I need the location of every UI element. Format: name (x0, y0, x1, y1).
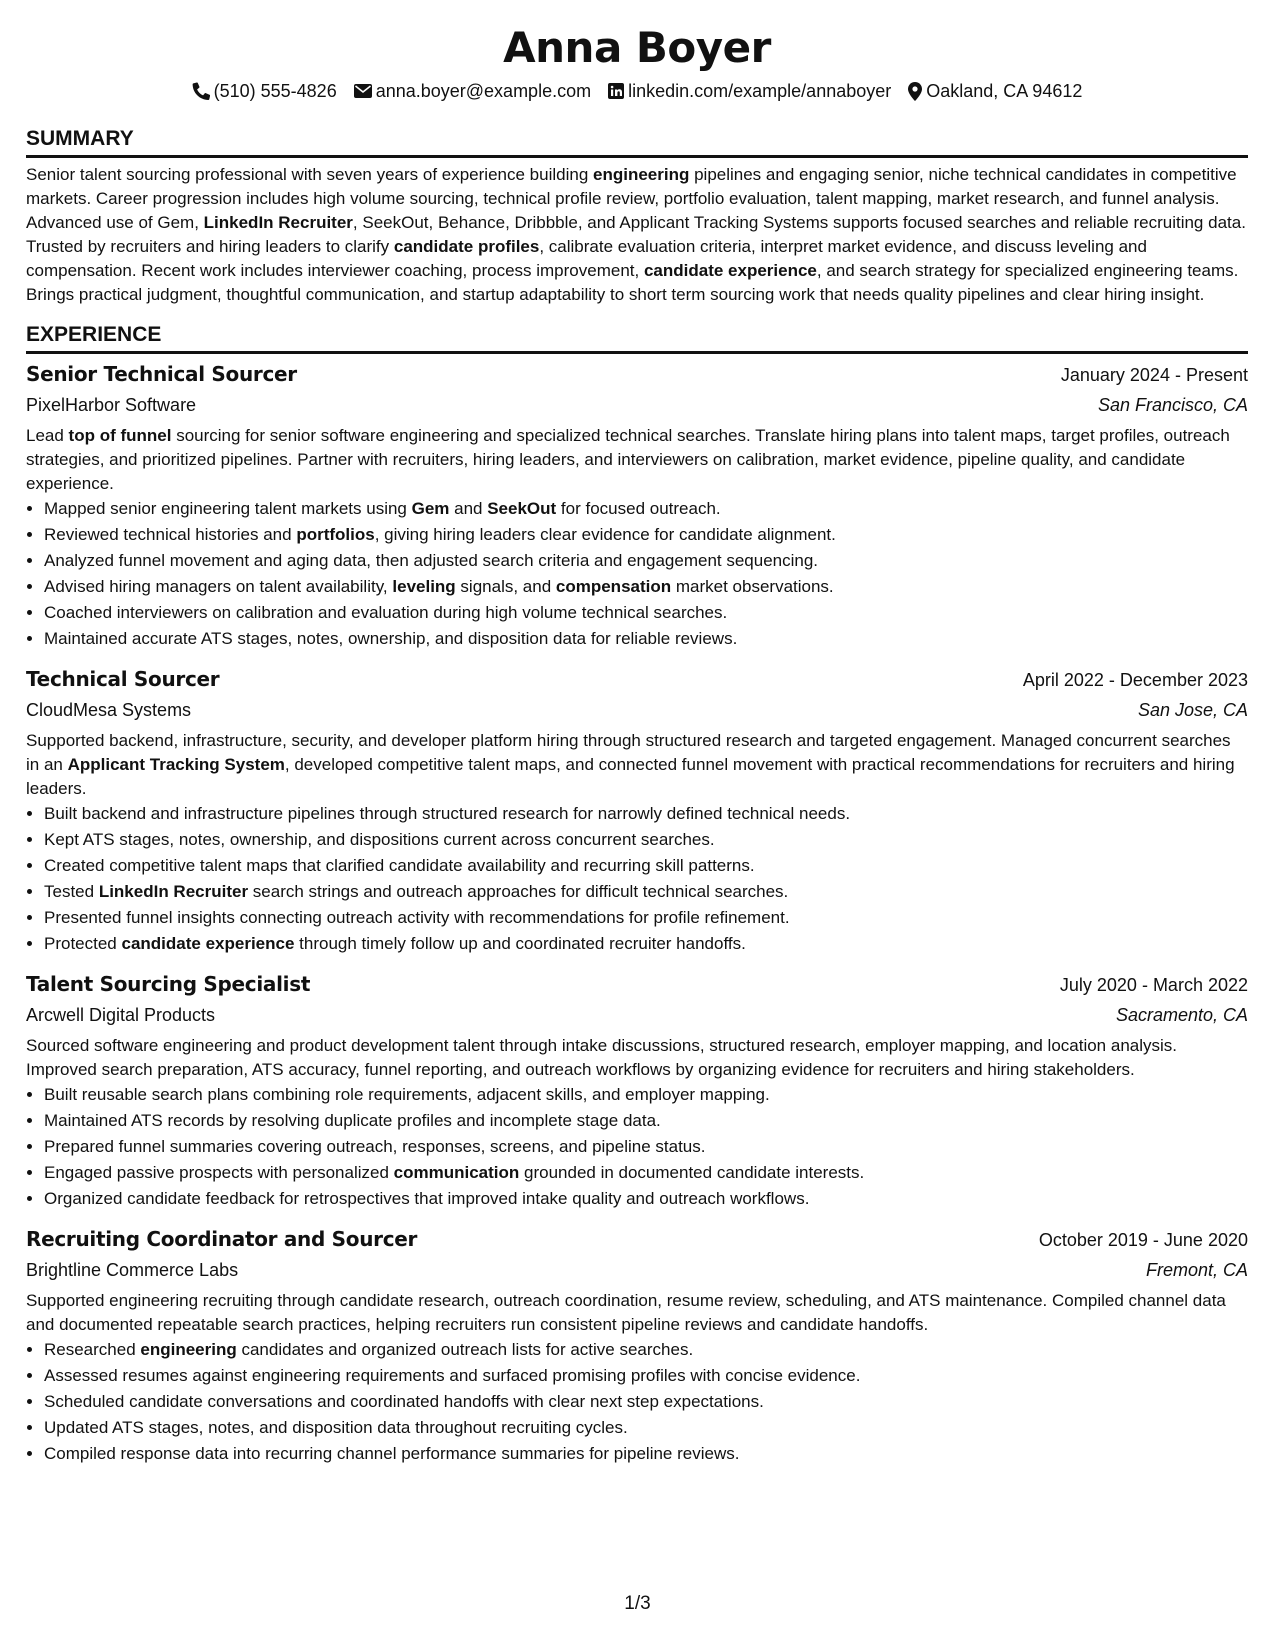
list-item (44, 1186, 1248, 1212)
list-item (44, 1337, 1248, 1363)
job-entry (26, 359, 1248, 652)
job-title: Talent Sourcing Specialist (26, 972, 311, 996)
text-segment: Prepared funnel summaries covering outreach, responses, screens, and pipeline status. (44, 1137, 706, 1156)
list-item (44, 496, 1248, 522)
text-segment: Analyzed funnel movement and aging data, then adjusted search criteria and engagement sequencing. (44, 551, 819, 570)
text-segment: , and search strategy for specialized engineering teams. Brings practical judgment, thoughtful communication, and startup adaptability to short term sourcing work that needs quality pipelines and clear hiring insight. (26, 261, 1239, 304)
bold-keyword: candidate experience (643, 261, 817, 280)
list-item (44, 1389, 1248, 1415)
job-description (26, 424, 1248, 496)
job-bullets (26, 496, 1248, 652)
text-segment: Assessed resumes against engineering requirements and surfaced promising profiles with concise evidence. (44, 1366, 861, 1385)
text-segment: Engaged passive prospects with personalized (44, 1163, 394, 1182)
map-pin-icon (908, 82, 922, 101)
job-dates: July 2020 - March 2022 (1059, 975, 1248, 995)
bold-keyword: LinkedIn Recruiter (203, 213, 353, 232)
list-item (44, 574, 1248, 600)
list-item (44, 600, 1248, 626)
list-item (44, 548, 1248, 574)
page-number: 1/3 (624, 1593, 651, 1614)
list-item (44, 801, 1248, 827)
text-segment: Reviewed technical histories and (44, 525, 297, 544)
text-segment: for focused outreach. (556, 499, 721, 518)
job-company: Brightline Commerce Labs (26, 1260, 239, 1280)
section-title-experience: EXPERIENCE (26, 321, 1248, 354)
bold-keyword: LinkedIn Recruiter (98, 882, 249, 901)
location-text: Oakland, CA 94612 (926, 81, 1083, 101)
job-title: Senior Technical Sourcer (26, 362, 297, 386)
job-dates: April 2022 - December 2023 (1022, 670, 1248, 690)
text-segment: , SeekOut, Behance, Dribbble, and Applicant Tracking Systems supports focused searches and reliable recruiting data. Trusted by recruiters and hiring leaders to clarify (26, 213, 1246, 256)
contact-linkedin (608, 78, 891, 104)
job-dates: October 2019 - June 2020 (1038, 1230, 1248, 1250)
text-segment: Sourced software engineering and product development talent through intake discussions, structured research, employer mapping, and location analysis. Improved search preparation, ATS accuracy, funnel reporting, and outreach workflows by organizing evidence for recruiters and hiring stakeholders. (26, 1036, 1178, 1079)
text-segment: Senior talent sourcing professional with seven years of experience building (26, 165, 593, 184)
job-title: Technical Sourcer (26, 667, 220, 691)
job-dates: January 2024 - Present (1060, 365, 1248, 385)
bold-keyword: SeekOut (487, 499, 557, 518)
job-subheader (26, 696, 1248, 724)
job-header (26, 359, 1248, 390)
job-description (26, 1034, 1248, 1082)
contact-location (908, 78, 1082, 104)
list-item (44, 931, 1248, 957)
text-segment: Organized candidate feedback for retrospectives that improved intake quality and outreach workflows. (44, 1189, 810, 1208)
text-segment: Compiled response data into recurring channel performance summaries for pipeline reviews. (44, 1444, 740, 1463)
text-segment: Presented funnel insights connecting outreach activity with recommendations for profile refinement. (44, 908, 790, 927)
text-segment: Researched (44, 1340, 141, 1359)
linkedin-text: linkedin.com/example/annaboyer (628, 81, 892, 101)
text-segment: Updated ATS stages, notes, and disposition data throughout recruiting cycles. (44, 1418, 628, 1437)
job-location: Sacramento, CA (1115, 1005, 1248, 1025)
text-segment: candidates and organized outreach lists for active searches. (236, 1340, 694, 1359)
text-segment: and (449, 499, 488, 518)
job-header (26, 664, 1248, 695)
job-company: PixelHarbor Software (26, 395, 197, 415)
text-segment: Supported engineering recruiting through candidate research, outreach coordination, resume review, scheduling, and ATS maintenance. Compiled channel data and documented repeatable search practices, helping recruiters run consistent pipeline reviews and candidate handoffs. (26, 1291, 1226, 1334)
job-bullets (26, 1337, 1248, 1467)
bold-keyword: Gem (411, 499, 450, 518)
bold-keyword: compensation (555, 577, 672, 596)
bold-keyword: candidate profiles (393, 237, 540, 256)
contact-email (354, 78, 591, 104)
list-item (44, 1134, 1248, 1160)
job-entry (26, 969, 1248, 1212)
list-item (44, 1441, 1248, 1467)
phone-icon (192, 82, 210, 100)
bold-keyword: engineering (593, 165, 690, 184)
summary-section (26, 125, 1248, 307)
list-item (44, 1082, 1248, 1108)
candidate-name: Anna Boyer (503, 23, 771, 72)
text-segment: Built reusable search plans combining role requirements, adjacent skills, and employer mapping. (44, 1085, 770, 1104)
job-header (26, 969, 1248, 1000)
job-location: San Jose, CA (1137, 700, 1248, 720)
list-item (44, 905, 1248, 931)
bold-keyword: candidate experience (121, 934, 295, 953)
text-segment: , developed competitive talent maps, and connected funnel movement with practical recommendations for recruiters and hiring leaders. (26, 755, 1235, 798)
job-subheader (26, 1256, 1248, 1284)
list-item (44, 1415, 1248, 1441)
job-company: Arcwell Digital Products (26, 1005, 216, 1025)
bold-keyword: communication (393, 1163, 520, 1182)
list-item (44, 827, 1248, 853)
text-segment: Protected (44, 934, 122, 953)
experience-section (26, 321, 1248, 1467)
job-location: San Francisco, CA (1097, 395, 1248, 415)
text-segment: , giving hiring leaders clear evidence for candidate alignment. (374, 525, 836, 544)
list-item (44, 879, 1248, 905)
text-segment: Scheduled candidate conversations and coordinated handoffs with clear next step expectations. (44, 1392, 764, 1411)
text-segment: pipelines and engaging senior, niche technical candidates in competitive markets. Career progression includes high volume sourcing, technical profile review, portfolio evaluation, talent mapping, market research, and funnel analysis. Advanced use of Gem, (26, 165, 1237, 232)
text-segment: market observations. (671, 577, 834, 596)
bold-keyword: portfolios (296, 525, 375, 544)
job-bullets (26, 801, 1248, 957)
phone-text: (510) 555-4826 (213, 81, 337, 101)
text-segment: Supported backend, infrastructure, security, and developer platform hiring through structured research and targeted engagement. Managed concurrent searches in an (26, 731, 1231, 774)
text-segment: signals, and (455, 577, 556, 596)
experience-list (26, 359, 1248, 1467)
text-segment: through timely follow up and coordinated recruiter handoffs. (294, 934, 746, 953)
summary-text (26, 163, 1248, 307)
bold-keyword: leveling (392, 577, 456, 596)
linkedin-icon (608, 83, 624, 99)
text-segment: Advised hiring managers on talent availability, (44, 577, 393, 596)
list-item (44, 1108, 1248, 1134)
list-item (44, 522, 1248, 548)
list-item (44, 1160, 1248, 1186)
text-segment: sourcing for senior software engineering and specialized technical searches. Translate hiring plans into talent maps, target profiles, outreach strategies, and prioritized pipelines. Partner with recruiters, hiring leaders, and interviewers on calibration, market evidence, pipeline quality, and candidate experience. (26, 426, 1230, 493)
text-segment: Coached interviewers on calibration and evaluation during high volume technical searches. (44, 603, 728, 622)
list-item (44, 853, 1248, 879)
contact-phone (192, 78, 337, 104)
text-segment: Built backend and infrastructure pipelines through structured research for narrowly defined technical needs. (44, 804, 851, 823)
job-title: Recruiting Coordinator and Sourcer (26, 1227, 418, 1251)
text-segment: search strings and outreach approaches for difficult technical searches. (248, 882, 789, 901)
job-entry (26, 1224, 1248, 1467)
bold-keyword: engineering (140, 1340, 237, 1359)
envelope-icon (354, 84, 372, 98)
text-segment: , calibrate evaluation criteria, interpret market evidence, and discuss leveling and compensation. Recent work includes interviewer coaching, process improvement, (26, 237, 1147, 280)
job-company: CloudMesa Systems (26, 700, 192, 720)
section-title-summary: SUMMARY (26, 125, 1248, 158)
email-text: anna.boyer@example.com (375, 81, 592, 101)
job-description (26, 729, 1248, 801)
text-segment: Maintained ATS records by resolving duplicate profiles and incomplete stage data. (44, 1111, 661, 1130)
job-location: Fremont, CA (1145, 1260, 1248, 1280)
resume-page (26, 22, 1248, 1467)
list-item (44, 626, 1248, 652)
text-segment: Maintained accurate ATS stages, notes, ownership, and disposition data for reliable reviews. (44, 629, 738, 648)
text-segment: Lead (26, 426, 69, 445)
bold-keyword: top of funnel (68, 426, 172, 445)
job-header (26, 1224, 1248, 1255)
contact-bar (26, 78, 1248, 104)
job-entry (26, 664, 1248, 957)
list-item (44, 1363, 1248, 1389)
job-subheader (26, 1001, 1248, 1029)
text-segment: Kept ATS stages, notes, ownership, and dispositions current across concurrent searches. (44, 830, 715, 849)
text-segment: Mapped senior engineering talent markets using (44, 499, 412, 518)
bold-keyword: Applicant Tracking System (67, 755, 285, 774)
job-bullets (26, 1082, 1248, 1212)
job-subheader (26, 391, 1248, 419)
text-segment: Tested (44, 882, 99, 901)
text-segment: Created competitive talent maps that clarified candidate availability and recurring skill patterns. (44, 856, 755, 875)
job-description (26, 1289, 1248, 1337)
text-segment: grounded in documented candidate interests. (519, 1163, 865, 1182)
